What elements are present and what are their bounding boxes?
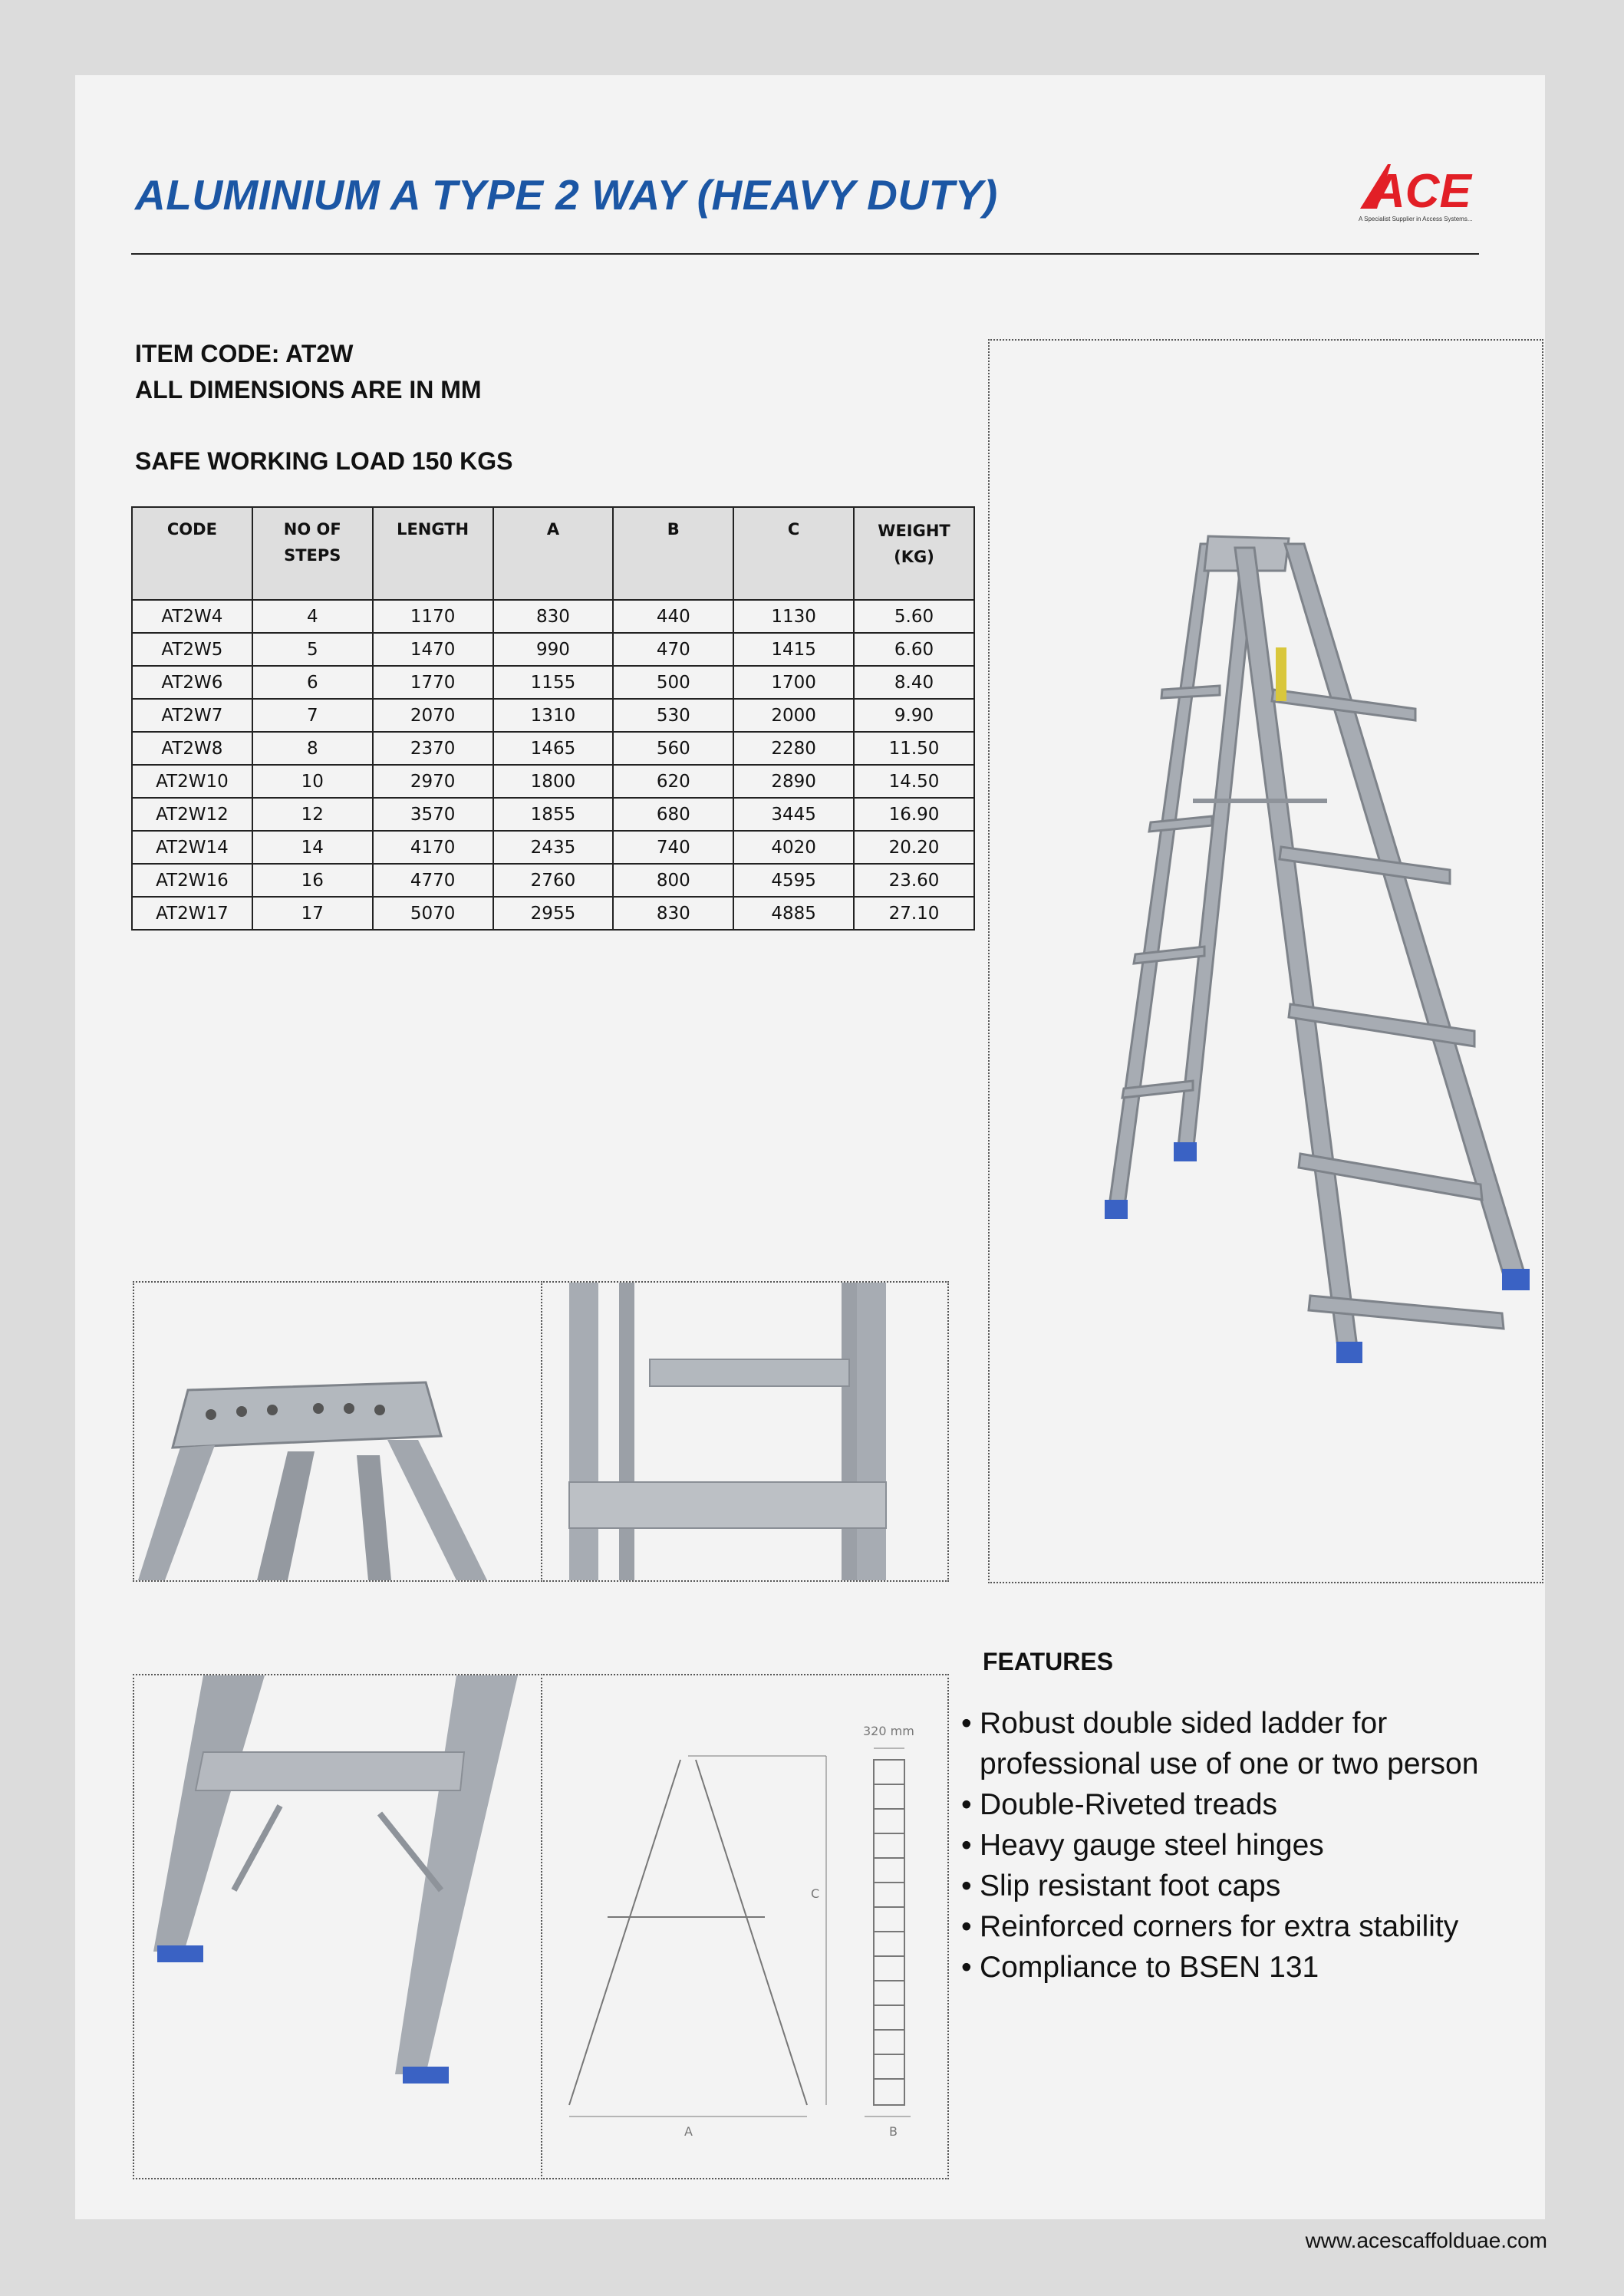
table-header-row <box>132 507 974 600</box>
cell-a: 1465 <box>493 732 614 765</box>
cell-weight: 11.50 <box>854 732 974 765</box>
cell-code: AT2W6 <box>132 666 252 699</box>
cell-a: 2435 <box>493 831 614 864</box>
cell-length: 4770 <box>373 864 493 897</box>
feet-detail-photo-frame <box>133 1674 542 2179</box>
logo-tagline: A Specialist Supplier in Access Systems... <box>1359 216 1473 222</box>
table-row <box>132 633 974 666</box>
foot-cap-right <box>403 2067 449 2084</box>
rivet <box>267 1405 278 1415</box>
cell-c: 1415 <box>733 633 854 666</box>
cell-length: 2370 <box>373 732 493 765</box>
cell-c: 4020 <box>733 831 854 864</box>
foot-tread <box>196 1752 464 1790</box>
cell-a: 1800 <box>493 765 614 798</box>
diagram-leg-left <box>569 1760 680 2105</box>
cell-b: 470 <box>613 633 733 666</box>
cell-a: 830 <box>493 600 614 633</box>
detail-rail-3 <box>257 1451 315 1580</box>
table-row <box>132 798 974 831</box>
safe-working-load: SAFE WORKING LOAD 150 KGS <box>135 447 513 475</box>
table-row <box>132 699 974 732</box>
title-divider <box>131 253 1479 255</box>
cell-steps: 14 <box>252 831 373 864</box>
cell-a: 1855 <box>493 798 614 831</box>
rivet <box>206 1409 216 1420</box>
cell-b: 740 <box>613 831 733 864</box>
table-row <box>132 897 974 930</box>
diagram-leg-right <box>696 1760 807 2105</box>
item-code: ITEM CODE: AT2W <box>135 340 354 367</box>
diagram-side-rungs <box>874 1784 904 2079</box>
detail-rail-4 <box>357 1455 391 1580</box>
cell-a: 1155 <box>493 666 614 699</box>
foot-cap-front-right <box>1502 1269 1530 1290</box>
cell-steps: 7 <box>252 699 373 732</box>
header-b: B <box>613 507 733 600</box>
cell-weight: 5.60 <box>854 600 974 633</box>
feature-item: • Robust double sided ladder for professional use of one or two person <box>961 1703 1544 1784</box>
cell-code: AT2W4 <box>132 600 252 633</box>
diagram-label-c: C <box>811 1886 820 1901</box>
rivet <box>344 1403 354 1414</box>
ladder-photo-frame <box>988 339 1543 1583</box>
cell-c: 4595 <box>733 864 854 897</box>
cell-weight: 8.40 <box>854 666 974 699</box>
rivet <box>313 1403 324 1414</box>
cell-length: 1470 <box>373 633 493 666</box>
cell-a: 990 <box>493 633 614 666</box>
top-detail-photo-frame <box>133 1281 542 1582</box>
cell-steps: 10 <box>252 765 373 798</box>
cell-weight: 6.60 <box>854 633 974 666</box>
cell-steps: 17 <box>252 897 373 930</box>
cell-steps: 6 <box>252 666 373 699</box>
cell-code: AT2W16 <box>132 864 252 897</box>
cell-c: 4885 <box>733 897 854 930</box>
cell-c: 2280 <box>733 732 854 765</box>
cell-c: 1130 <box>733 600 854 633</box>
detail-tread-upper <box>650 1359 849 1386</box>
features-list <box>961 1703 1544 1988</box>
table-row <box>132 600 974 633</box>
cell-code: AT2W5 <box>132 633 252 666</box>
diagram-label-b: B <box>889 2124 898 2139</box>
cell-weight: 23.60 <box>854 864 974 897</box>
feature-item: • Compliance to BSEN 131 <box>961 1947 1544 1988</box>
foot-rail-right <box>395 1675 518 2074</box>
cell-a: 2760 <box>493 864 614 897</box>
rivet <box>236 1406 247 1417</box>
cell-steps: 4 <box>252 600 373 633</box>
table-row <box>132 831 974 864</box>
table-row <box>132 765 974 798</box>
cell-length: 2070 <box>373 699 493 732</box>
spec-table <box>131 506 975 931</box>
cell-weight: 14.50 <box>854 765 974 798</box>
cell-length: 5070 <box>373 897 493 930</box>
header-c: C <box>733 507 854 600</box>
foot-brace-left <box>234 1806 280 1890</box>
cell-steps: 16 <box>252 864 373 897</box>
rivet <box>374 1405 385 1415</box>
cell-b: 440 <box>613 600 733 633</box>
cell-c: 3445 <box>733 798 854 831</box>
tread-detail-photo-frame <box>541 1281 949 1582</box>
detail-right-rail <box>857 1283 886 1580</box>
cell-b: 800 <box>613 864 733 897</box>
cell-weight: 27.10 <box>854 897 974 930</box>
foot-cap-back-right <box>1174 1142 1197 1161</box>
tread-2 <box>1280 847 1450 884</box>
ladder-photo <box>990 341 1542 1582</box>
cell-steps: 5 <box>252 633 373 666</box>
detail-back-rail-left <box>619 1283 634 1580</box>
cell-length: 1770 <box>373 666 493 699</box>
back-brace-1 <box>1161 686 1220 698</box>
cell-code: AT2W14 <box>132 831 252 864</box>
foot-cap-back-left <box>1105 1200 1128 1219</box>
feet-detail-photo <box>134 1675 541 2178</box>
ace-logo <box>1354 153 1481 226</box>
cell-code: AT2W12 <box>132 798 252 831</box>
header-weight: WEIGHT (KG) <box>854 507 974 600</box>
page-title: ALUMINIUM A TYPE 2 WAY (HEAVY DUTY) <box>135 171 998 219</box>
feature-item: • Reinforced corners for extra stability <box>961 1906 1544 1947</box>
table-row <box>132 732 974 765</box>
feature-item: • Double-Riveted treads <box>961 1784 1544 1825</box>
feature-item: • Heavy gauge steel hinges <box>961 1825 1544 1866</box>
cell-steps: 12 <box>252 798 373 831</box>
cell-weight: 9.90 <box>854 699 974 732</box>
diagram-label-a: A <box>684 2124 693 2139</box>
cell-a: 1310 <box>493 699 614 732</box>
header-a: A <box>493 507 614 600</box>
foot-rail-left <box>153 1675 265 1952</box>
cell-a: 2955 <box>493 897 614 930</box>
table-row <box>132 864 974 897</box>
logo-text: ACE <box>1371 165 1471 218</box>
cell-weight: 16.90 <box>854 798 974 831</box>
warning-label <box>1276 647 1286 701</box>
dimension-diagram <box>542 1675 947 2178</box>
cell-code: AT2W17 <box>132 897 252 930</box>
dimension-diagram-frame <box>541 1674 949 2179</box>
cell-length: 3570 <box>373 798 493 831</box>
dimensions-note: ALL DIMENSIONS ARE IN MM <box>135 376 482 404</box>
feature-item: • Slip resistant foot caps <box>961 1866 1544 1906</box>
top-detail-photo <box>134 1283 541 1580</box>
tread-detail-photo <box>542 1283 947 1580</box>
header-code: CODE <box>132 507 252 600</box>
cell-b: 830 <box>613 897 733 930</box>
cell-b: 530 <box>613 699 733 732</box>
cell-c: 2000 <box>733 699 854 732</box>
diagram-width-label: 320 mm <box>863 1724 914 1738</box>
cell-b: 560 <box>613 732 733 765</box>
detail-rail-2 <box>387 1440 487 1580</box>
cell-c: 1700 <box>733 666 854 699</box>
website-link[interactable]: www.acescaffolduae.com <box>1305 2228 1547 2252</box>
cell-code: AT2W10 <box>132 765 252 798</box>
detail-rail-1 <box>138 1445 215 1580</box>
foot-cap-front-left <box>1336 1342 1362 1363</box>
detail-back-rail-right <box>842 1283 857 1580</box>
cell-length: 2970 <box>373 765 493 798</box>
cell-b: 620 <box>613 765 733 798</box>
cell-code: AT2W8 <box>132 732 252 765</box>
features-title: FEATURES <box>983 1648 1114 1675</box>
cell-b: 500 <box>613 666 733 699</box>
table-body <box>132 600 974 930</box>
back-brace-2 <box>1149 816 1212 832</box>
cell-code: AT2W7 <box>132 699 252 732</box>
cell-length: 4170 <box>373 831 493 864</box>
foot-cap-left <box>157 1945 203 1962</box>
header-length: LENGTH <box>373 507 493 600</box>
table-row <box>132 666 974 699</box>
detail-tread-lower <box>569 1482 886 1528</box>
cell-steps: 8 <box>252 732 373 765</box>
cell-length: 1170 <box>373 600 493 633</box>
cell-weight: 20.20 <box>854 831 974 864</box>
header-steps: NO OF STEPS <box>252 507 373 600</box>
cell-c: 2890 <box>733 765 854 798</box>
cell-b: 680 <box>613 798 733 831</box>
detail-left-rail <box>569 1283 598 1580</box>
